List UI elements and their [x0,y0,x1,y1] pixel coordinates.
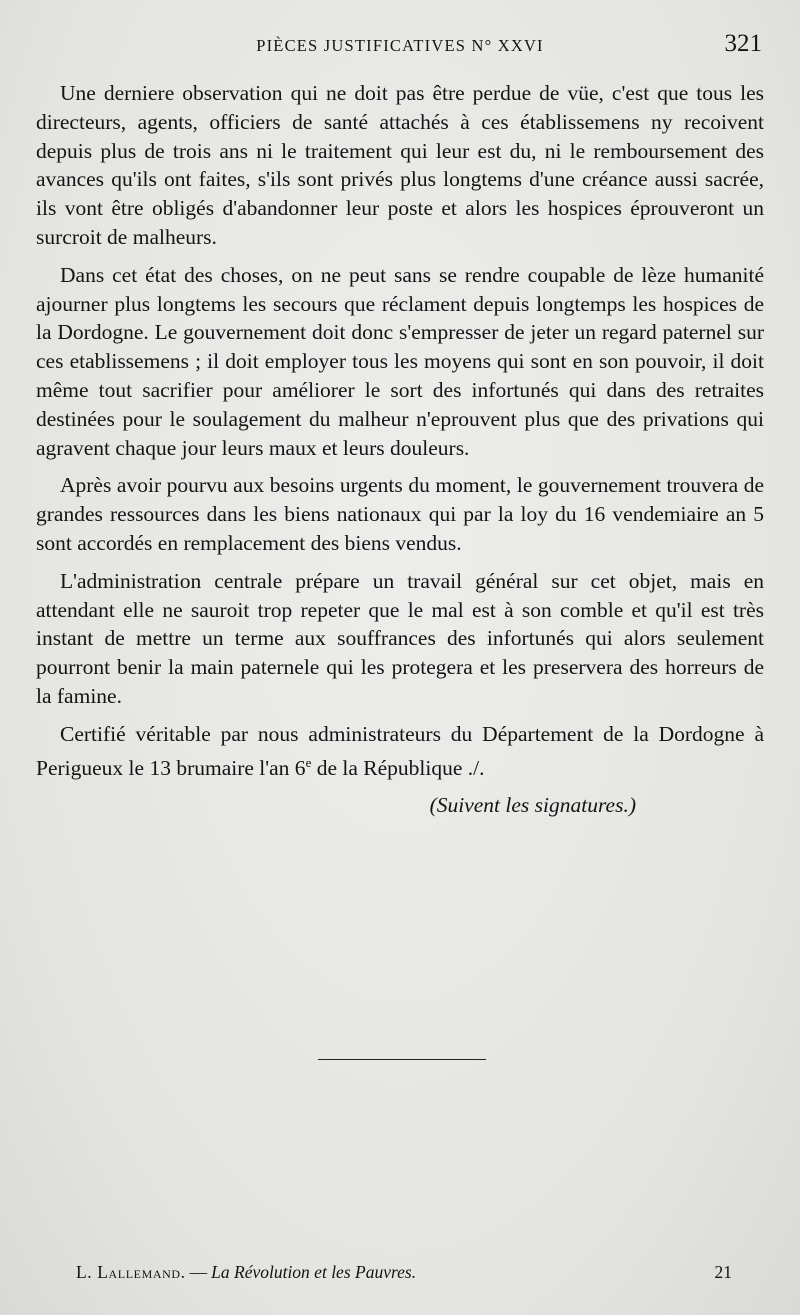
certification-paragraph [36,720,764,783]
paragraph-4: L'administration centrale prépare un travail général sur cet objet, mais en attendant elle ne sauroit trop repeter que le mal est à son comble et qu'il est très instant de mettre un terme aux souffrances des infortunés qui alors seulement pourront benir la main paternele qui les protegera et les preservera des horreurs de la famine. [36,568,764,708]
page-number: 321 [724,30,762,57]
footer-book-title: La Révolution et les Pauvres. [211,1262,417,1282]
body-text [36,79,764,820]
certification-text-end: de la République ./. [311,755,485,780]
signature-mark: 21 [714,1262,732,1282]
footer-author: L. Lallemand. [76,1262,186,1282]
page-footer [76,1262,732,1283]
running-title: PIÈCES JUSTIFICATIVES N° XXVI [256,36,544,55]
certification-superscript: e [305,754,312,770]
running-header [36,30,764,64]
signatures-note: (Suivent les signatures.) [429,793,636,818]
footer-dash: — [189,1262,208,1282]
separator-rule [318,1059,486,1060]
paragraph-3: Après avoir pourvu aux besoins urgents du moment, le gouvernement trouvera de grandes ressources dans les biens nationaux qui par la loy du 16 vendemiaire an 5 sont accordés en remplacement des biens vendus. [36,473,764,555]
paragraph-1: Une derniere observation qui ne doit pas être perdue de vüe, c'est que tous les directeurs, agents, officiers de santé attachés à ces établissemens ny recoivent depuis plus de trois ans ni le traitement qui leur est du, ni le remboursement des avances qu'ils ont faites, s'ils sont privés plus longtems d'une créance aussi sacrée, ils vont être obligés d'abandonner leur poste et alors les hospices éprouveront un surcroit de malheurs. [36,81,764,249]
paragraph-2: Dans cet état des choses, on ne peut sans se rendre coupable de lèze humanité ajourner plus longtems les secours que réclament depuis longtemps les hospices de la Dordogne. Le gouvernement doit donc s'empresser de jeter un regard paternel sur ces etablissemens ; il doit employer tous les moyens qui sont en son pouvoir, il doit même tout sacrifier pour améliorer le sort des infortunés qui dans des retraites destinées pour le soulagement du malheur n'eprouvent plus que des privations qui agravent chaque jour leurs maux et leurs douleurs. [36,262,764,460]
certification-text: Certifié véritable par nous administrateurs du Département de la Dordogne à Perigueux le 13 brumaire l'an 6 [36,721,764,780]
